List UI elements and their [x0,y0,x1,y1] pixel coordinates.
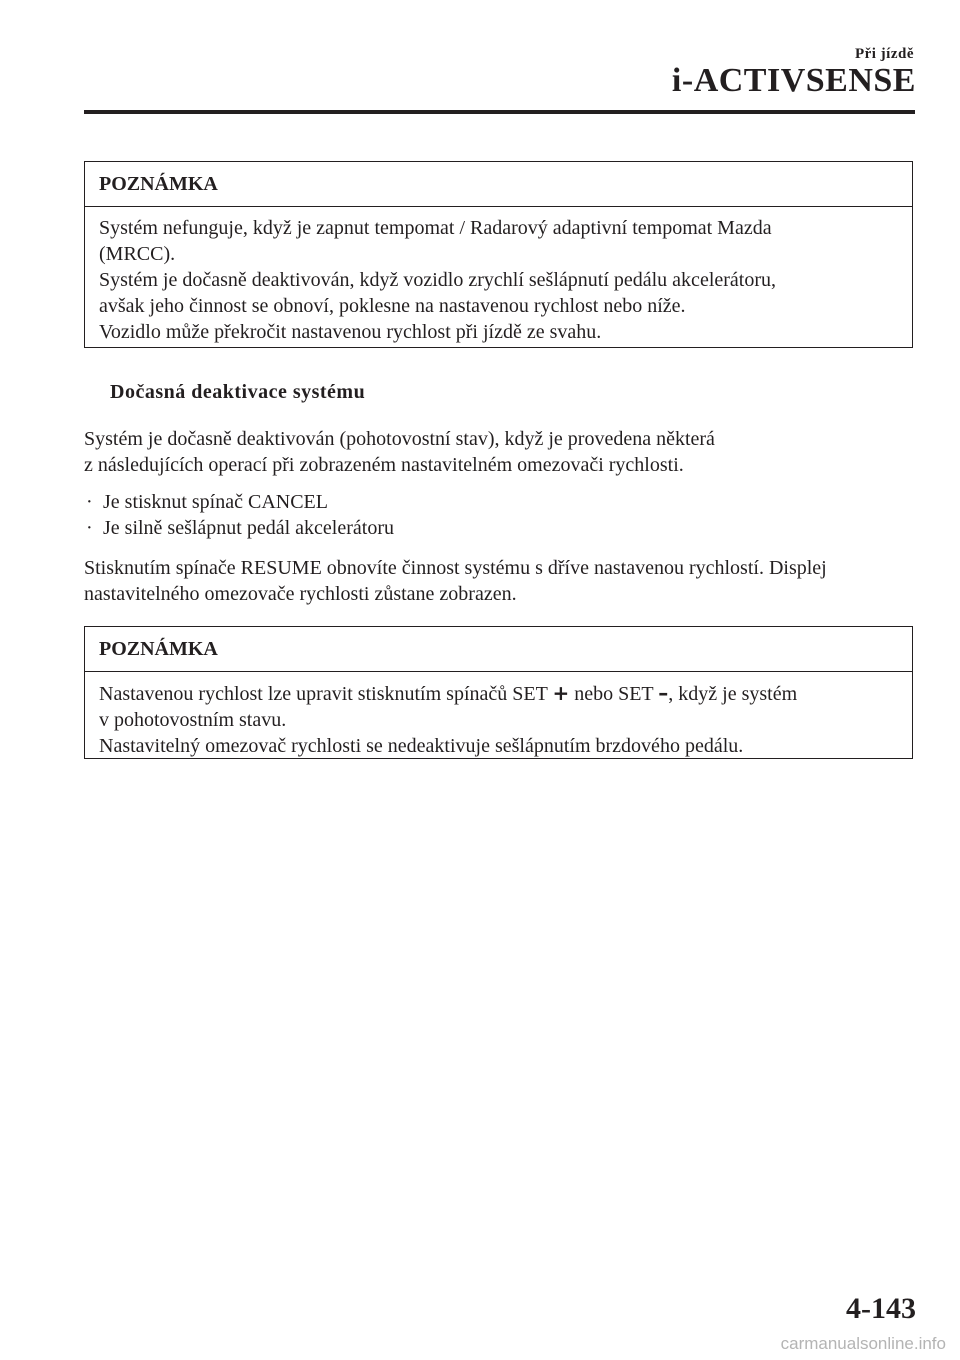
bullet-mark: · [86,491,93,513]
bullet-list [84,489,924,541]
watermark: carmanualsonline.info [780,1334,946,1353]
note-line [99,680,898,707]
paragraph-line: Stisknutím spínače RESUME obnovíte činnost systému s dříve nastavenou rychlostí. Displej [84,557,827,579]
note-line: avšak jeho činnost se obnoví, poklesne na nastavenou rychlost nebo níže. [99,295,686,317]
page-title: i-ACTIVSENSE [671,62,916,99]
note-box-2 [84,626,913,759]
list-item-text: Je stisknut spínač CANCEL [103,491,328,513]
note-line: Systém je dočasně deaktivován, když vozidlo zrychlí sešlápnutí pedálu akcelerátoru, [99,269,777,291]
note-heading: POZNÁMKA [85,627,912,672]
bullet-mark: · [86,517,93,539]
list-item-text: Je silně sešlápnut pedál akcelerátoru [103,517,394,539]
header-rule [84,110,915,114]
paragraph-line: z následujících operací při zobrazeném nastavitelném omezovači rychlosti. [84,454,684,476]
note-text: nebo SET [569,683,659,705]
paragraph-line: nastavitelného omezovače rychlosti zůstane zobrazen. [84,583,517,605]
note-line: (MRCC). [99,243,176,265]
section-label: Při jízdě [854,46,914,62]
note-box-1 [84,161,913,348]
minus-icon: – [658,681,669,705]
note-body [85,207,912,355]
note-line: v pohotovostním stavu. [99,709,287,731]
plus-icon: + [552,681,570,705]
intro-paragraph [84,426,924,478]
paragraph-line: Systém je dočasně deaktivován (pohotovostní stav), když je provedena některá [84,428,715,450]
note-text: , když je systém [668,683,798,705]
resume-paragraph [84,555,924,607]
section-heading: Dočasná deaktivace systému [110,381,366,403]
list-item [84,489,924,515]
note-line: Systém nefunguje, když je zapnut tempomat / Radarový adaptivní tempomat Mazda [99,217,772,239]
note-line: Vozidlo může překročit nastavenou rychlost při jízdě ze svahu. [99,321,602,343]
note-heading: POZNÁMKA [85,162,912,207]
list-item [84,515,924,541]
note-line: Nastavitelný omezovač rychlosti se nedeaktivuje sešlápnutím brzdového pedálu. [99,735,744,757]
note-text: Nastavenou rychlost lze upravit stisknutím spínačů SET [99,683,553,705]
page-number: 4-143 [846,1292,916,1325]
note-body [85,672,912,769]
